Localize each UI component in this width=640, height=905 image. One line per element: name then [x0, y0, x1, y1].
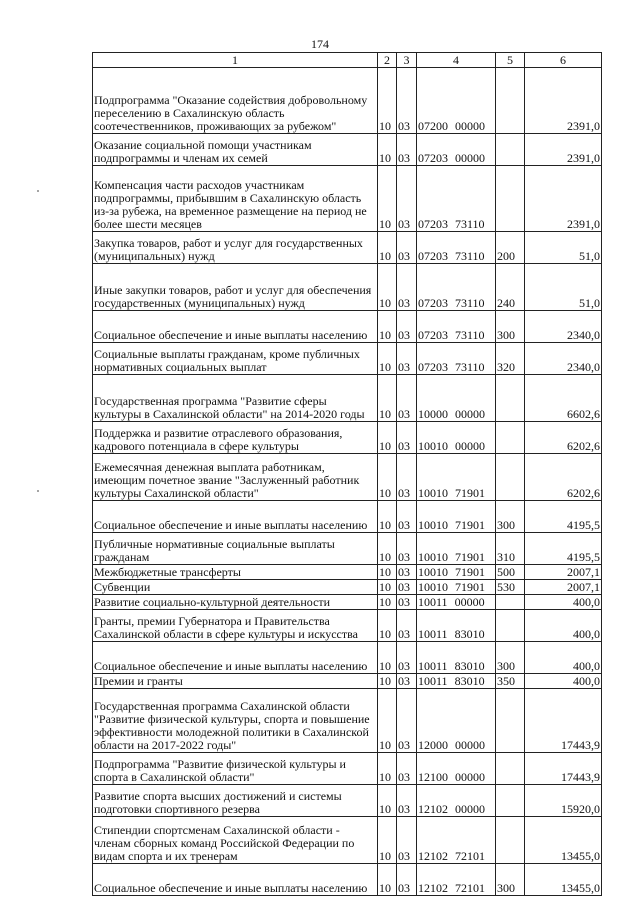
- row-target-code-cell: [417, 343, 496, 375]
- row-subsection-cell: 03: [397, 232, 417, 264]
- row-section-cell: 10: [378, 134, 397, 166]
- row-name-cell: Компенсация части расходов участникам подпрограммы, прибывшим в Сахалинскую область из-за рубежа, на временное размещение на период не более шести месяцев: [93, 166, 378, 232]
- header-col-section: 2: [378, 53, 397, 68]
- target-code-direction: 73110: [455, 296, 485, 310]
- target-code-direction: 71901: [455, 518, 485, 532]
- row-section-cell: 10: [378, 166, 397, 232]
- target-code-program: 10010: [418, 580, 448, 594]
- row-subsection-cell: 03: [397, 454, 417, 501]
- row-expense-type-cell: [496, 134, 525, 166]
- row-amount-cell: 2391,0: [525, 134, 602, 166]
- target-code-direction: 00000: [455, 119, 485, 133]
- table-row: [93, 565, 602, 580]
- row-name-cell: Социальное обеспечение и иные выплаты населению: [93, 311, 378, 343]
- row-section-cell: 10: [378, 232, 397, 264]
- row-target-code-cell: [417, 565, 496, 580]
- table-row: [93, 674, 602, 689]
- row-section-cell: 10: [378, 375, 397, 422]
- row-target-code-cell: [417, 595, 496, 610]
- row-name-cell: Подпрограмма "Оказание содействия добровольному переселению в Сахалинскую область соотечественников, проживающих за рубежом": [93, 68, 378, 134]
- target-code-direction: 73110: [455, 217, 485, 231]
- row-amount-cell: 4195,5: [525, 533, 602, 565]
- target-code-program: 12100: [418, 770, 448, 784]
- row-amount-cell: 400,0: [525, 642, 602, 674]
- row-name-cell: Социальное обеспечение и иные выплаты населению: [93, 864, 378, 896]
- row-target-code-cell: [417, 642, 496, 674]
- row-section-cell: 10: [378, 580, 397, 595]
- row-expense-type-cell: 300: [496, 642, 525, 674]
- row-target-code-cell: [417, 610, 496, 642]
- row-name-cell: Социальное обеспечение и иные выплаты населению: [93, 501, 378, 533]
- row-name-cell: Премии и гранты: [93, 674, 378, 689]
- row-name-cell: Развитие социально-культурной деятельности: [93, 595, 378, 610]
- target-code-direction: 00000: [455, 439, 485, 453]
- table-row: [93, 817, 602, 864]
- row-amount-cell: 2007,1: [525, 565, 602, 580]
- row-expense-type-cell: 350: [496, 674, 525, 689]
- target-code-program: 07200: [418, 119, 448, 133]
- row-target-code-cell: [417, 533, 496, 565]
- row-target-code-cell: [417, 311, 496, 343]
- row-target-code-cell: [417, 68, 496, 134]
- row-target-code-cell: [417, 753, 496, 785]
- row-subsection-cell: 03: [397, 68, 417, 134]
- row-section-cell: 10: [378, 68, 397, 134]
- target-code-direction: 00000: [454, 595, 485, 609]
- row-name-cell: Закупка товаров, работ и услуг для государственных (муниципальных) нужд: [93, 232, 378, 264]
- table-row: [93, 134, 602, 166]
- row-subsection-cell: 03: [397, 264, 417, 311]
- table-header-row: [93, 53, 602, 68]
- row-subsection-cell: 03: [397, 343, 417, 375]
- row-name-cell: Публичные нормативные социальные выплаты гражданам: [93, 533, 378, 565]
- row-name-cell: Социальные выплаты гражданам, кроме публичных нормативных социальных выплат: [93, 343, 378, 375]
- target-code-direction: 71901: [455, 580, 485, 594]
- row-expense-type-cell: 200: [496, 232, 525, 264]
- row-expense-type-cell: [496, 68, 525, 134]
- table-row: [93, 580, 602, 595]
- row-name-cell: Государственная программа "Развитие сферы культуры в Сахалинской области" на 2014-2020 годы: [93, 375, 378, 422]
- target-code-program: 10010: [418, 550, 448, 564]
- row-section-cell: 10: [378, 610, 397, 642]
- row-subsection-cell: 03: [397, 375, 417, 422]
- row-name-cell: Развитие спорта высших достижений и системы подготовки спортивного резерва: [93, 785, 378, 817]
- row-section-cell: 10: [378, 454, 397, 501]
- row-subsection-cell: 03: [397, 134, 417, 166]
- target-code-direction: 00000: [455, 407, 485, 421]
- table-row: [93, 501, 602, 533]
- row-target-code-cell: [417, 422, 496, 454]
- row-section-cell: 10: [378, 343, 397, 375]
- target-code-program: 10010: [418, 518, 448, 532]
- row-amount-cell: 6202,6: [525, 454, 602, 501]
- row-amount-cell: 13455,0: [525, 864, 602, 896]
- row-section-cell: 10: [378, 501, 397, 533]
- row-name-cell: Поддержка и развитие отраслевого образования, кадрового потенциала в сфере культуры: [93, 422, 378, 454]
- target-code-direction: 00000: [455, 802, 485, 816]
- row-amount-cell: 2391,0: [525, 68, 602, 134]
- row-expense-type-cell: 320: [496, 343, 525, 375]
- row-amount-cell: 2391,0: [525, 166, 602, 232]
- row-expense-type-cell: [496, 689, 525, 753]
- row-amount-cell: 17443,9: [525, 753, 602, 785]
- row-amount-cell: 6602,6: [525, 375, 602, 422]
- header-col-subsection: 3: [397, 53, 417, 68]
- table-row: [93, 610, 602, 642]
- target-code-direction: 83010: [454, 674, 485, 688]
- target-code-program: 07203: [418, 296, 448, 310]
- row-section-cell: 10: [378, 311, 397, 343]
- row-name-cell: Иные закупки товаров, работ и услуг для обеспечения государственных (муниципальных) нужд: [93, 264, 378, 311]
- table-row: [93, 68, 602, 134]
- table-row: [93, 864, 602, 896]
- row-subsection-cell: 03: [397, 642, 417, 674]
- table-row: [93, 232, 602, 264]
- table-row: [93, 311, 602, 343]
- target-code-program: 07203: [418, 328, 448, 342]
- scan-speck: [37, 190, 39, 192]
- row-amount-cell: 2340,0: [525, 311, 602, 343]
- row-subsection-cell: 03: [397, 864, 417, 896]
- target-code-program: 10011: [418, 674, 448, 688]
- row-target-code-cell: [417, 166, 496, 232]
- row-name-cell: Гранты, премии Губернатора и Правительства Сахалинской области в сфере культуры и искусства: [93, 610, 378, 642]
- scan-speck: [37, 490, 39, 492]
- row-amount-cell: 400,0: [525, 674, 602, 689]
- row-subsection-cell: 03: [397, 785, 417, 817]
- row-expense-type-cell: [496, 166, 525, 232]
- row-name-cell: Государственная программа Сахалинской области "Развитие физической культуры, спорта и повышение эффективности молодежной политики в Сахалинской области на 2017-2022 годы": [93, 689, 378, 753]
- target-code-program: 12000: [418, 738, 448, 752]
- table-row: [93, 533, 602, 565]
- target-code-program: 07203: [418, 151, 448, 165]
- row-expense-type-cell: [496, 817, 525, 864]
- row-subsection-cell: 03: [397, 817, 417, 864]
- row-expense-type-cell: [496, 785, 525, 817]
- table-row: [93, 264, 602, 311]
- row-expense-type-cell: [496, 454, 525, 501]
- target-code-program: 10010: [418, 439, 448, 453]
- target-code-direction: 83010: [454, 659, 485, 673]
- table-row: [93, 166, 602, 232]
- row-expense-type-cell: [496, 375, 525, 422]
- row-amount-cell: 2340,0: [525, 343, 602, 375]
- target-code-program: 10010: [418, 486, 448, 500]
- row-target-code-cell: [417, 674, 496, 689]
- target-code-direction: 71901: [455, 565, 485, 579]
- row-subsection-cell: 03: [397, 422, 417, 454]
- row-expense-type-cell: 300: [496, 501, 525, 533]
- row-subsection-cell: 03: [397, 565, 417, 580]
- table-row: [93, 375, 602, 422]
- row-expense-type-cell: [496, 610, 525, 642]
- table-body: [93, 68, 602, 896]
- row-expense-type-cell: 240: [496, 264, 525, 311]
- row-expense-type-cell: 500: [496, 565, 525, 580]
- row-section-cell: 10: [378, 753, 397, 785]
- target-code-program: 07203: [418, 249, 448, 263]
- row-amount-cell: 13455,0: [525, 817, 602, 864]
- row-expense-type-cell: 300: [496, 864, 525, 896]
- header-col-amount: 6: [525, 53, 602, 68]
- row-subsection-cell: 03: [397, 166, 417, 232]
- row-name-cell: Ежемесячная денежная выплата работникам, имеющим почетное звание "Заслуженный работник культуры Сахалинской области": [93, 454, 378, 501]
- target-code-program: 10011: [418, 627, 448, 641]
- target-code-program: 12102: [418, 849, 448, 863]
- row-name-cell: Стипендии спортсменам Сахалинской области - членам сборных команд Российской Федерации по видам спорта и их тренерам: [93, 817, 378, 864]
- header-col-name: 1: [93, 53, 378, 68]
- target-code-program: 07203: [418, 217, 448, 231]
- row-target-code-cell: [417, 501, 496, 533]
- row-expense-type-cell: [496, 595, 525, 610]
- row-name-cell: Субвенции: [93, 580, 378, 595]
- row-amount-cell: 17443,9: [525, 689, 602, 753]
- target-code-direction: 00000: [455, 738, 485, 752]
- row-expense-type-cell: 530: [496, 580, 525, 595]
- row-section-cell: 10: [378, 642, 397, 674]
- target-code-direction: 73110: [455, 249, 485, 263]
- row-target-code-cell: [417, 232, 496, 264]
- target-code-direction: 72101: [455, 849, 485, 863]
- target-code-program: 07203: [418, 360, 448, 374]
- row-expense-type-cell: [496, 753, 525, 785]
- row-name-cell: Межбюджетные трансферты: [93, 565, 378, 580]
- row-section-cell: 10: [378, 689, 397, 753]
- target-code-direction: 73110: [455, 360, 485, 374]
- row-section-cell: 10: [378, 785, 397, 817]
- row-target-code-cell: [417, 134, 496, 166]
- row-subsection-cell: 03: [397, 674, 417, 689]
- row-subsection-cell: 03: [397, 753, 417, 785]
- target-code-direction: 00000: [455, 770, 485, 784]
- row-section-cell: 10: [378, 533, 397, 565]
- row-section-cell: 10: [378, 864, 397, 896]
- target-code-program: 10011: [418, 595, 448, 609]
- target-code-direction: 72101: [455, 881, 485, 895]
- row-subsection-cell: 03: [397, 580, 417, 595]
- row-name-cell: Оказание социальной помощи участникам подпрограммы и членам их семей: [93, 134, 378, 166]
- row-subsection-cell: 03: [397, 501, 417, 533]
- target-code-direction: 73110: [455, 328, 485, 342]
- row-amount-cell: 51,0: [525, 232, 602, 264]
- table-row: [93, 785, 602, 817]
- target-code-direction: 71901: [455, 486, 485, 500]
- row-amount-cell: 2007,1: [525, 580, 602, 595]
- row-section-cell: 10: [378, 595, 397, 610]
- row-section-cell: 10: [378, 674, 397, 689]
- table-row: [93, 595, 602, 610]
- row-section-cell: 10: [378, 422, 397, 454]
- target-code-direction: 71901: [455, 550, 485, 564]
- row-target-code-cell: [417, 864, 496, 896]
- row-target-code-cell: [417, 375, 496, 422]
- row-subsection-cell: 03: [397, 311, 417, 343]
- row-amount-cell: 400,0: [525, 595, 602, 610]
- row-amount-cell: 4195,5: [525, 501, 602, 533]
- table-row: [93, 422, 602, 454]
- row-section-cell: 10: [378, 264, 397, 311]
- row-subsection-cell: 03: [397, 689, 417, 753]
- table-row: [93, 343, 602, 375]
- row-amount-cell: 15920,0: [525, 785, 602, 817]
- page-number: 174: [311, 37, 329, 51]
- table-row: [93, 753, 602, 785]
- table-row: [93, 454, 602, 501]
- row-section-cell: 10: [378, 565, 397, 580]
- row-subsection-cell: 03: [397, 610, 417, 642]
- row-name-cell: Подпрограмма "Развитие физической культуры и спорта в Сахалинской области": [93, 753, 378, 785]
- row-expense-type-cell: 300: [496, 311, 525, 343]
- target-code-program: 10011: [418, 659, 448, 673]
- row-amount-cell: 6202,6: [525, 422, 602, 454]
- table-row: [93, 689, 602, 753]
- row-target-code-cell: [417, 817, 496, 864]
- row-subsection-cell: 03: [397, 533, 417, 565]
- row-amount-cell: 51,0: [525, 264, 602, 311]
- row-target-code-cell: [417, 580, 496, 595]
- row-target-code-cell: [417, 264, 496, 311]
- row-subsection-cell: 03: [397, 595, 417, 610]
- target-code-program: 12102: [418, 802, 448, 816]
- table-row: [93, 642, 602, 674]
- target-code-direction: 00000: [455, 151, 485, 165]
- row-section-cell: 10: [378, 817, 397, 864]
- target-code-program: 10000: [418, 407, 448, 421]
- row-expense-type-cell: 310: [496, 533, 525, 565]
- row-target-code-cell: [417, 454, 496, 501]
- row-target-code-cell: [417, 785, 496, 817]
- row-expense-type-cell: [496, 422, 525, 454]
- row-target-code-cell: [417, 689, 496, 753]
- header-col-target-code: 4: [417, 53, 496, 68]
- row-name-cell: Социальное обеспечение и иные выплаты населению: [93, 642, 378, 674]
- target-code-direction: 83010: [454, 627, 485, 641]
- target-code-program: 10010: [418, 565, 448, 579]
- header-col-expense-type: 5: [496, 53, 525, 68]
- row-amount-cell: 400,0: [525, 610, 602, 642]
- budget-table: [92, 52, 602, 896]
- target-code-program: 12102: [418, 881, 448, 895]
